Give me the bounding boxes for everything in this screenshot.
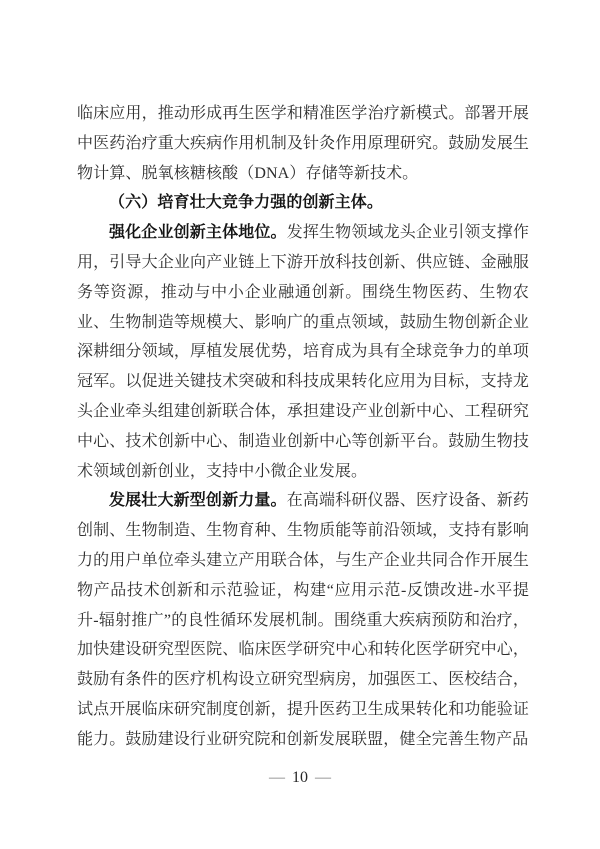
paragraph-lead-bold: 发展壮大新型创新力量。 — [109, 492, 287, 510]
paragraph-lead-bold: 强化企业创新主体地位。 — [109, 224, 287, 242]
paragraph-strengthen-enterprise-innovation — [77, 218, 529, 486]
section-heading: （六）培育壮大竞争力强的创新主体。 — [109, 194, 384, 212]
paragraph-develop-new-innovation-forces — [77, 486, 529, 754]
page-body — [77, 99, 529, 755]
paragraph-body-text: 发挥生物领域龙头企业引领支撑作用，引导大企业向产业链上下游开放科技创新、供应链、金融服务等资源，推动与中小企业融通创新。围绕生物医药、生物农业、生物制造等规模大、影响广的重点领域，鼓励生物创新企业深耕细分领域，厚植发展优势，培育成为具有全球竞争力的单项冠军。以促进关键技术突破和科技成果转化应用为目标，支持龙头企业牵头组建创新联合体，承担建设产业创新中心、工程研究中心、技术创新中心、制造业创新中心等创新平台。鼓励生物技术领域创新创业，支持中小微企业发展。 — [77, 224, 529, 480]
page-number: 10 — [292, 769, 308, 786]
paragraph-continuation: 临床应用，推动形成再生医学和精准医学治疗新模式。部署开展中医药治疗重大疾病作用机制及针灸作用原理研究。鼓励发展生物计算、脱氧核糖核酸（DNA）存储等新技术。 — [77, 105, 529, 182]
paragraph-body-text: 在高端科研仪器、医疗设备、新药创制、生物制造、生物育种、生物质能等前沿领域，支持有影响力的用户单位牵头建立产用联合体，与生产企业共同合作开展生物产品技术创新和示范验证，构建“应用示范-反馈改进-水平提升-辐射推广”的良性循环发展机制。围绕重大疾病预防和治疗，加快建设研究型医院、临床医学研究中心和转化医学研究中心，鼓励有条件的医疗机构设立研究型病房，加强医工、医校结合，试点开展临床研究制度创新，提升医药卫生成果转化和功能验证能力。鼓励建设行业研究院和创新发展联盟，健全完善生物产品 — [77, 492, 529, 748]
page-footer — [0, 768, 600, 788]
footer-dash-right: — — [315, 769, 331, 786]
footer-dash-left: — — [269, 769, 285, 786]
